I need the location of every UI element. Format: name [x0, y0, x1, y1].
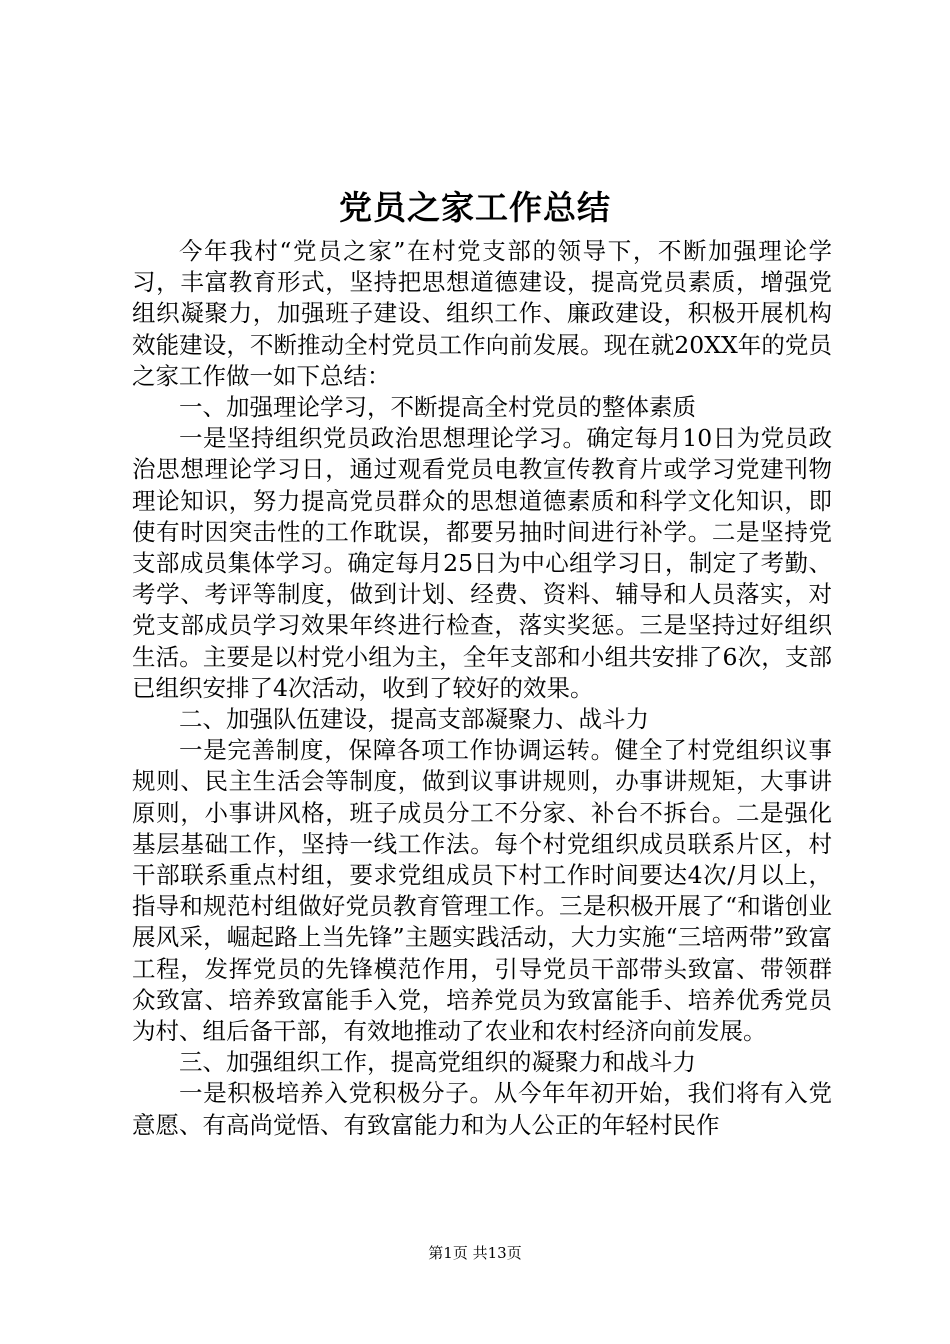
document-body: [132, 236, 832, 1141]
page-number-footer: 第1页 共13页: [428, 1244, 522, 1262]
document-title: 党员之家工作总结: [339, 188, 611, 227]
section-3-heading: 三、加强组织工作，提高党组织的凝聚力和战斗力: [179, 1048, 696, 1077]
intro-paragraph: 今年我村“党员之家”在村党支部的领导下，不断加强理论学习，丰富教育形式，坚持把思想道德建设，提高党员素质，增强党组织凝聚力，加强班子建设、组织工作、廉政建设，积极开展机构效能建设，不断推动全村党员工作向前发展。现在就20XX年的党员之家工作做一如下总结：: [132, 237, 832, 390]
section-2-heading: 二、加强队伍建设，提高支部凝聚力、战斗力: [179, 705, 649, 734]
section-2-body: 一是完善制度，保障各项工作协调运转。健全了村党组织议事规则、民主生活会等制度，做到议事讲规则，办事讲规矩，大事讲原则，小事讲风格，班子成员分工不分家、补台不拆台。二是强化基层基础工作，坚持一线工作法。每个村党组织成员联系片区，村干部联系重点村组，要求党组成员下村工作时间要达4次/月以上，指导和规范村组做好党员教育管理工作。三是积极开展了“和谐创业展风采，崛起路上当先锋”主题实践活动，大力实施“三培两带”致富工程，发挥党员的先锋模范作用，引导党员干部带头致富、带领群众致富、培养致富能手入党，培养党员为致富能手、培养优秀党员为村、组后备干部，有效地推动了农业和农村经济向前发展。: [132, 736, 832, 1046]
section-1-body: 一是坚持组织党员政治思想理论学习。确定每月10日为党员政治思想理论学习日，通过观看党员电教宣传教育片或学习党建刊物理论知识，努力提高党员群众的思想道德素质和科学文化知识，即使有时因突击性的工作耽误，都要另抽时间进行补学。二是坚持党支部成员集体学习。确定每月25日为中心组学习日，制定了考勤、考学、考评等制度，做到计划、经费、资料、辅导和人员落实，对党支部成员学习效果年终进行检查，落实奖惩。三是坚持过好组织生活。主要是以村党小组为主，全年支部和小组共安排了6次，支部已组织安排了4次活动，收到了较好的效果。: [132, 424, 832, 702]
section-1-heading: 一、加强理论学习，不断提高全村党员的整体素质: [179, 393, 696, 422]
section-3-body: 一是积极培养入党积极分子。从今年年初开始，我们将有入党意愿、有高尚觉悟、有致富能力和为人公正的年轻村民作: [132, 1079, 832, 1139]
